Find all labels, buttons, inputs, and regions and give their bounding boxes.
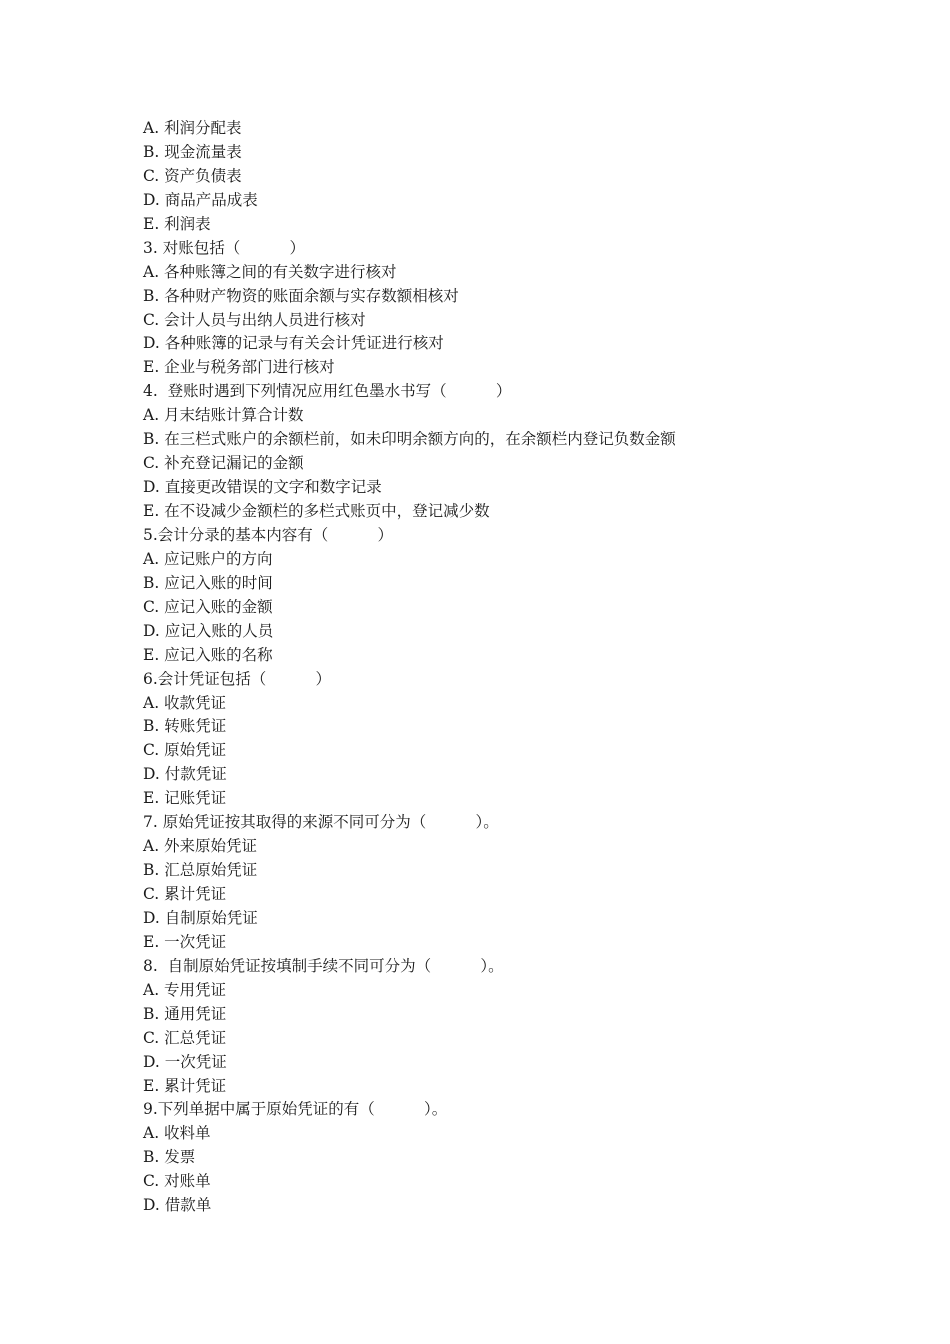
option-c: C. 原始凭证 bbox=[143, 741, 227, 760]
option-a: A. 收款凭证 bbox=[143, 693, 227, 712]
option-d: D. 自制原始凭证 bbox=[143, 908, 258, 927]
option-d: D. 应记入账的人员 bbox=[143, 621, 274, 640]
option-d: D. 借款单 bbox=[143, 1196, 212, 1215]
option-b: B. 各种财产物资的账面余额与实存数额相核对 bbox=[143, 286, 459, 305]
option-b: B. 现金流量表 bbox=[143, 142, 242, 161]
option-b: B. 汇总原始凭证 bbox=[143, 861, 258, 880]
option-d: D. 付款凭证 bbox=[143, 765, 227, 784]
option-a: A. 各种账簿之间的有关数字进行核对 bbox=[143, 262, 397, 281]
option-a: A. 月末结账计算合计数 bbox=[143, 406, 304, 425]
option-e: E. 一次凭证 bbox=[143, 932, 227, 951]
question-8: 8. 自制原始凭证按填制手续不同可分为（ ）。 bbox=[143, 956, 504, 975]
option-e: E. 累计凭证 bbox=[143, 1076, 227, 1095]
option-a: A. 外来原始凭证 bbox=[143, 837, 258, 856]
question-5: 5.会计分录的基本内容有（ ） bbox=[143, 525, 394, 544]
option-c: C. 应记入账的金额 bbox=[143, 597, 273, 616]
option-b: B. 在三栏式账户的余额栏前，如未印明余额方向的，在余额栏内登记负数金额 bbox=[143, 430, 676, 449]
option-d: D. 各种账簿的记录与有关会计凭证进行核对 bbox=[143, 334, 444, 353]
document-page bbox=[143, 117, 843, 1218]
option-a: A. 利润分配表 bbox=[143, 119, 242, 137]
option-e: E. 应记入账的名称 bbox=[143, 645, 273, 664]
option-b: B. 发票 bbox=[143, 1148, 196, 1167]
option-b: B. 转账凭证 bbox=[143, 717, 227, 736]
question-6: 6.会计凭证包括（ ） bbox=[143, 669, 332, 688]
question-9: 9.下列单据中属于原始凭证的有（ ）。 bbox=[143, 1100, 448, 1119]
option-a: A. 应记账户的方向 bbox=[143, 549, 273, 568]
option-b: B. 应记入账的时间 bbox=[143, 573, 273, 592]
question-3: 3. 对账包括（ ） bbox=[143, 238, 305, 257]
option-c: C. 补充登记漏记的金额 bbox=[143, 454, 304, 473]
option-d: D. 商品产品成表 bbox=[143, 190, 258, 209]
option-c: C. 会计人员与出纳人员进行核对 bbox=[143, 310, 366, 329]
option-e: E. 记账凭证 bbox=[143, 789, 227, 808]
option-a: A. 收料单 bbox=[143, 1124, 211, 1143]
option-a: A. 专用凭证 bbox=[143, 980, 227, 999]
question-7: 7. 原始凭证按其取得的来源不同可分为（ ）。 bbox=[143, 813, 499, 832]
option-b: B. 通用凭证 bbox=[143, 1004, 227, 1023]
option-c: C. 对账单 bbox=[143, 1172, 211, 1191]
option-e: E. 利润表 bbox=[143, 214, 211, 233]
question-4: 4. 登账时遇到下列情况应用红色墨水书写（ ） bbox=[143, 382, 512, 401]
option-e: E. 在不设减少金额栏的多栏式账页中，登记减少数 bbox=[143, 502, 490, 520]
option-e: E. 企业与税务部门进行核对 bbox=[143, 358, 335, 377]
option-c: C. 资产负债表 bbox=[143, 166, 242, 185]
option-c: C. 汇总凭证 bbox=[143, 1028, 227, 1047]
option-c: C. 累计凭证 bbox=[143, 885, 227, 903]
option-d: D. 直接更改错误的文字和数字记录 bbox=[143, 478, 382, 497]
option-d: D. 一次凭证 bbox=[143, 1052, 227, 1071]
